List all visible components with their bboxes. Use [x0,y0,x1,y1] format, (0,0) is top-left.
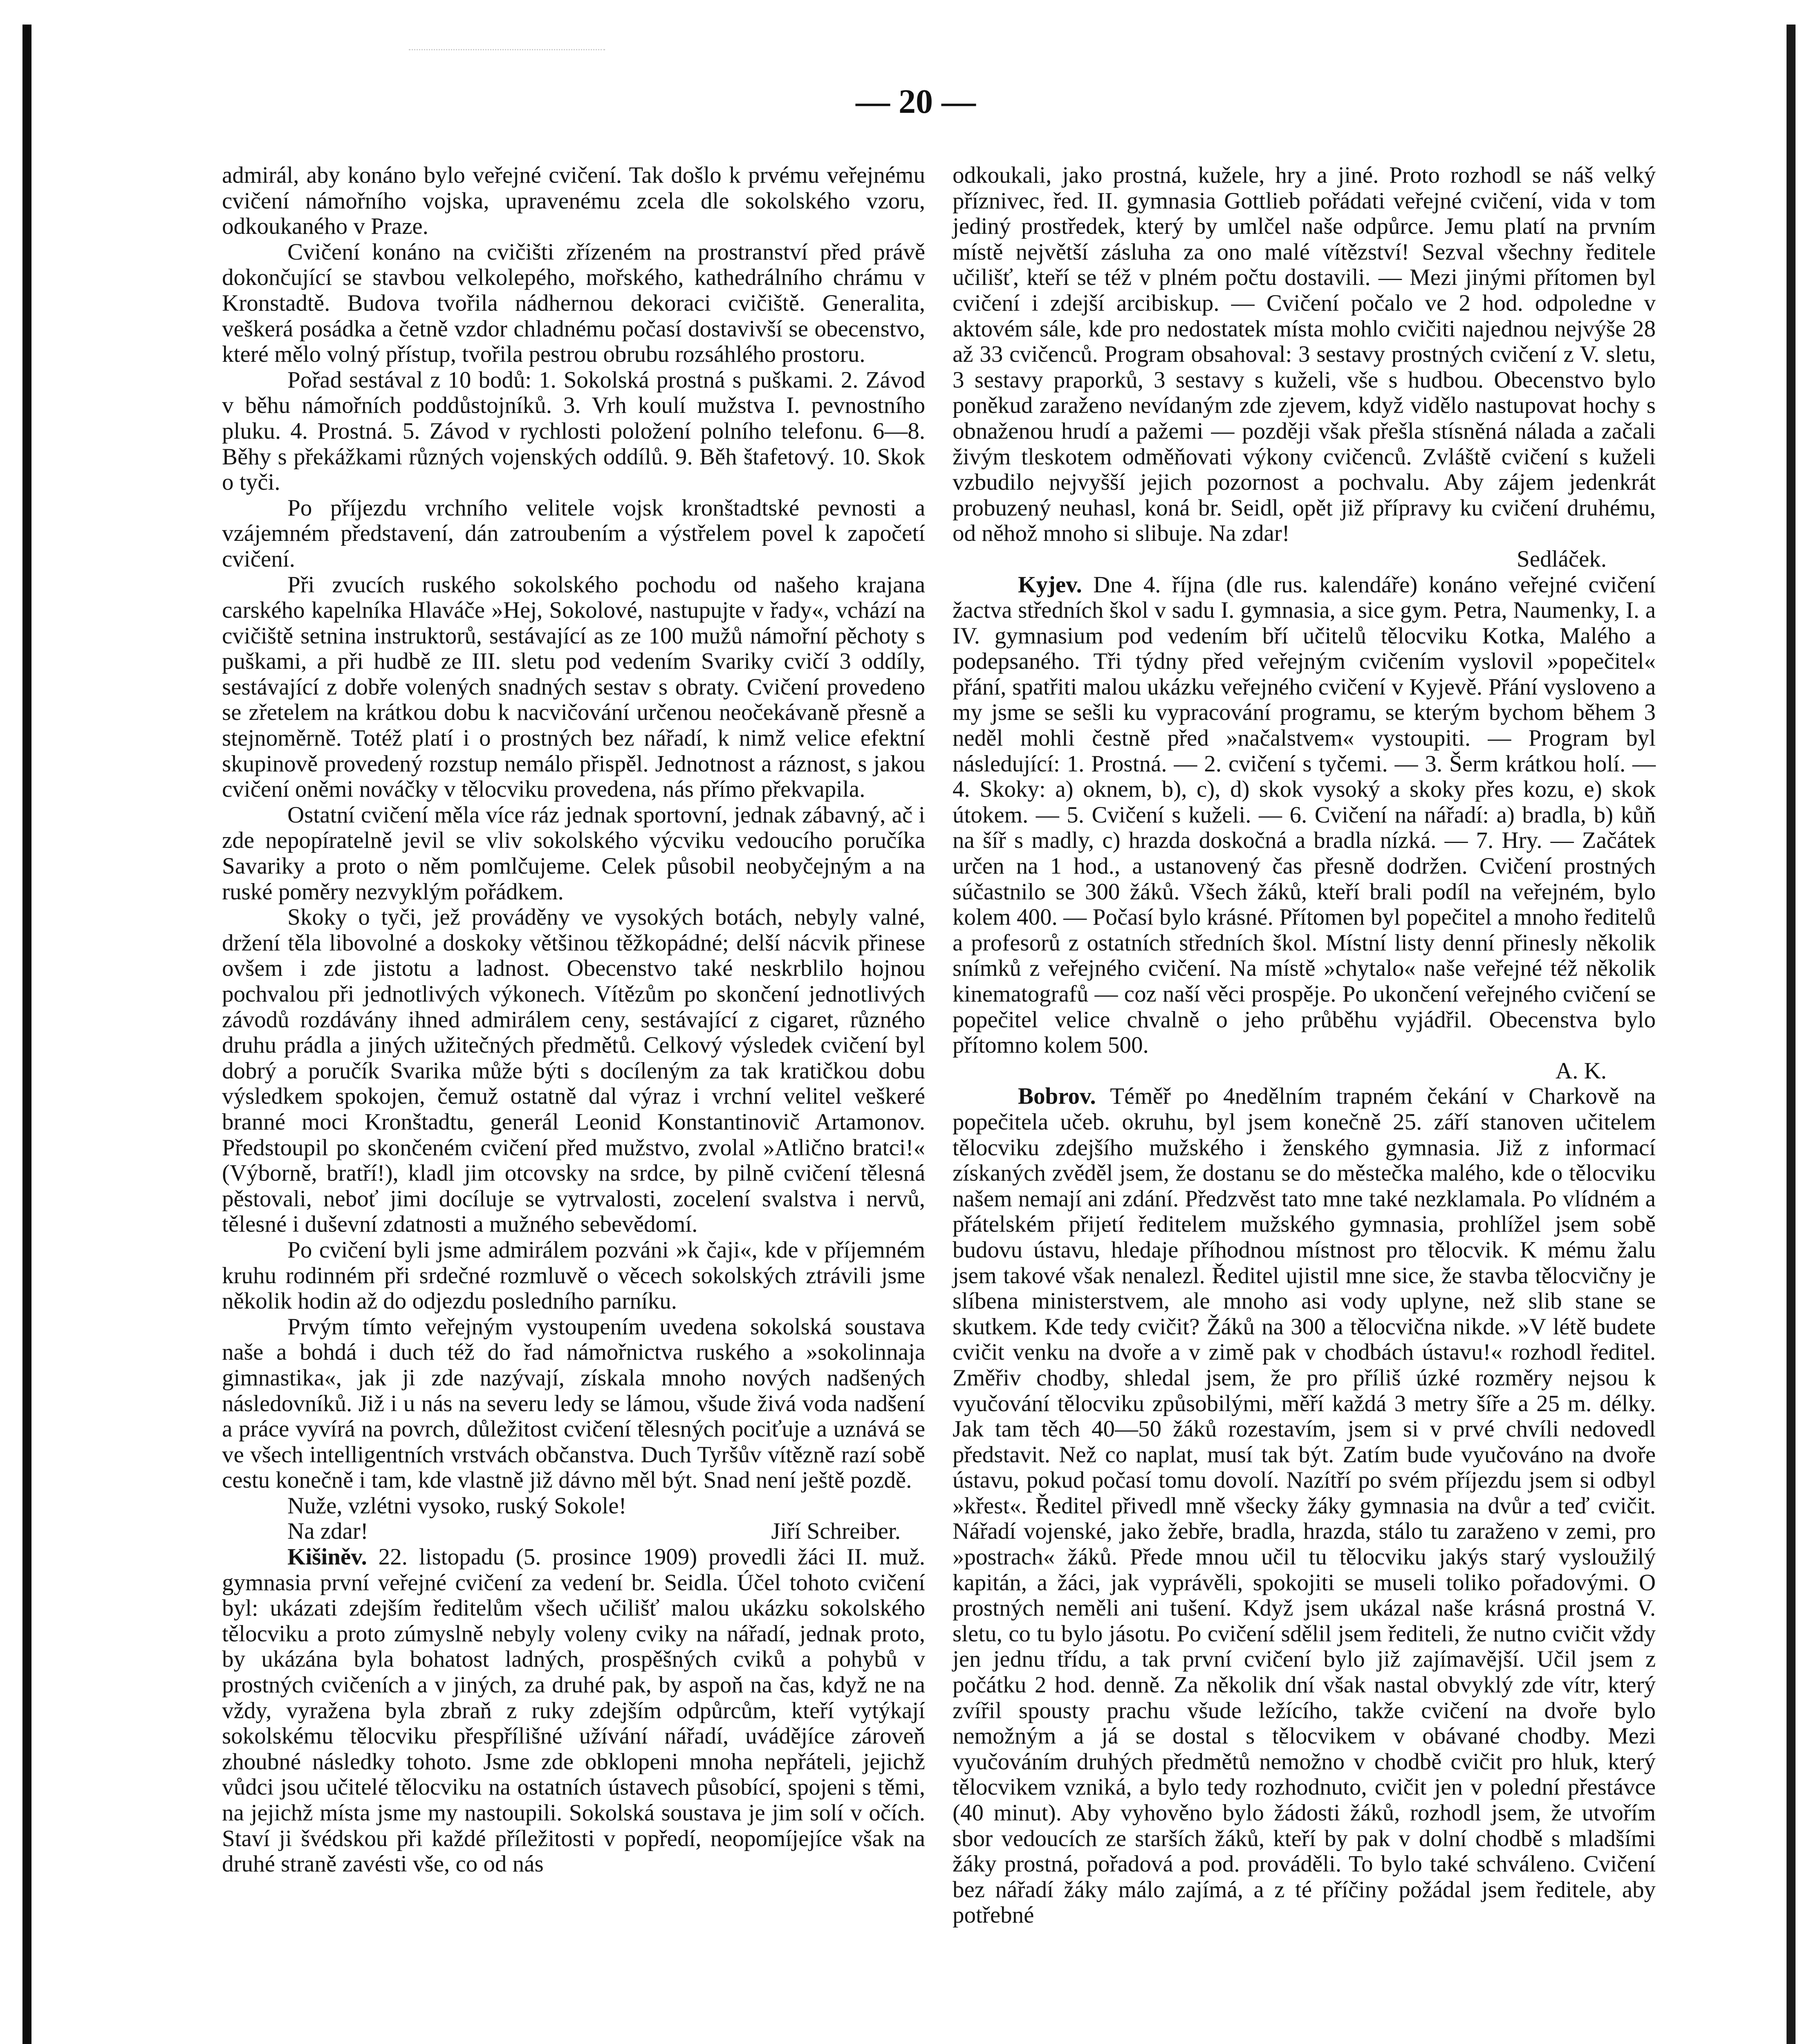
article-lead: Kišiněv. [287,1544,367,1570]
paragraph-text: Dne 4. října (dle rus. kalendáře) konáno veřejné cvičení žactva středních škol v sadu I. gymnasia, a sice gym. Petra, Naumenky, I. a IV. gymnasium pod vedením bří učitelů tělocviku Kotka, Malého a podepsaného. Tři týdny před veřejným cvičením vyslovil »popečitel« přání, spatřiti malou ukázku veřejného cvičení v Kyjevě. Přání vysloveno a my jsme se sešli ku vypracování programu, se kterým bychom během 3 neděl mohli čestně před »načalstvem« vystoupiti. — Program byl následující: 1. Prostná. — 2. cvičení s tyčemi. — 3. Šerm krátkou holí. — 4. Skoky: a) oknem, b), c), d) skok vysoký a skoky přes kozu, e) skok útokem. — 5. Cvičení s kuželi. — 6. Cvičení na nářadí: a) bradla, b) kůň na šíř s madly, c) hrazda doskočná a bradla nízká. — 7. Hry. — Začátek určen na 1 hod., a ustanovený čas přesně dodržen. Cvičení prostných súčastnilo se 300 žáků. Všech žáků, kteří brali podíl na veřejném, bylo kolem 400. — Počasí bylo krásné. Přítomen byl popečitel a mnoho ředitelů a profesorů z ostatních středních škol. Místní listy denní přinesly několik snímků z veřejného cvičení. Na místě »chytalo« naše veřejné též několik kinematografů — coz naší věci prospěje. Po ukončení veřejného cvičení se popečitel velice chvalně o jeho průběhu vyjádřil. Obecenstva bylo přítomno kolem 500. [953,572,1656,1058]
paragraph [953,1084,1656,1928]
article-lead: Bobrov. [1018,1083,1096,1109]
right-column [953,163,1656,1928]
scan-artifact [409,0,605,50]
signature: Sedláček. [1517,546,1607,572]
paragraph: Ostatní cvičení měla více ráz jednak sportovní, jednak zábavný, ač i zde nepopíratelně jevil se vliv sokolského výcviku vedoucího poručíka Savariky a proto o něm pomlčujeme. Celek působil neobyčejným a na ruské poměry nezvyklým pořádkem. [222,802,925,905]
left-column [222,163,925,1877]
paragraph-text: Téměř po 4nedělním trapném čekání v Charkově na popečitela učeb. okruhu, byl jsem konečně 25. září stanoven učitelem tělocviku zdejšího mužského i ženského gymnasia. Již z informací získaných zvěděl jsem, že dostanu se do městečka malého, kde o tělocviku našem nemají ani zdání. Předzvěst tato mne také nezklamala. Po vlídném a přátelském přijetí ředitelem mužského gymnasia, prohlížel jsem sobě budovu ústavu, hledaje příhodnou místnost pro tělocvik. K mému žalu jsem takové však nenalezl. Ředitel ujistil mne sice, že stavba tělocvičny je slíbena ministerstvem, ale mnoho asi vody uplyne, než slib stane se skutkem. Kde tedy cvičit? Žáků na 300 a tělocvična nikde. »V létě budete cvičit venku na dvoře a v zimě pak v chodbách ústavu!« rozhodl ředitel. Změřiv chodby, shledal jsem, že pro příliš úzké rozměry nejsou k vyučování tělocviku způsobilými, měří každá 3 metry šíře a 25 m. délky. Jak tam těch 40—50 žáků rozestavím, jsem si v prvé chvíli nedovedl představit. Než co naplat, musí tak být. Zatím bude vyučováno na dvoře ústavu, pokud počasí tomu dovolí. Nazítří po svém příjezdu jsem si odbyl »křest«. Ředitel přivedl mně všecky žáky gymnasia na dvůr a teď cvičit. Nářadí vojenské, jako žebře, bradla, hrazda, stálo tu zaraženo v zemi, pro »postrach« žáků. Přede mnou učil tu tělocviku jakýs starý vysloužilý kapitán, a žáci, jak vyprávěli, spokojiti se museli toliko pořadovými. O prostných neměli ani tušení. Když jsem ukázal naše krásná prostná V. sletu, co tu bylo jásotu. Po cvičení sdělil jsem řediteli, že nutno cvičit vždy jen jednu třídu, a tak první cvičení bylo již zajímavější. Učil jsem z počátku 2 hod. denně. Za několik dní však nastal obvyklý zde vítr, který zvířil spousty prachu všude ležícího, takže cvičení na dvoře bylo nemožným a já se dostal s tělocvikem v obávané chodby. Mezi vyučováním druhých předmětů nemožno v chodbě cvičit pro hluk, který tělocvikem vzniká, a bylo tedy rozhodnuto, cvičit jen v polední přestávce (40 minut). Aby vyhověno bylo žádosti žáků, rozhodl jsem, že utvořím sbor vedoucích ze starších žáků, kteří by pak v dolní chodbě s mladšími žáky prostná, pořadová a pod. prováděli. To bylo také schváleno. Cvičení bez nářadí žáky málo zajímá, a z té příčiny požádal jsem ředitele, aby potřebné [953,1083,1656,1928]
paragraph [222,1544,925,1877]
paragraph: Po příjezdu vrchního velitele vojsk kronštadtské pevnosti a vzájemném představení, dán zatroubením a výstřelem povel k započetí cvičení. [222,495,925,572]
paragraph: Prvým tímto veřejným vystoupením uvedena sokolská soustava naše a bohdá i duch též do řad námořnictva ruského a »sokolinnaja gimnastika«, jak ji zde nazývají, získala mnoho nových nadšených následovníků. Již i u nás na severu ledy se lámou, všude živá voda nadšení a práce vyvírá na povrch, důležitost cvičení tělesných pociťuje a uznává se ve všech intelligentních vrstvách občanstva. Duch Tyršův vítězně razí sobě cestu konečně i tam, kde vlastně již dávno měl být. Snad není ještě pozdě. [222,1313,925,1493]
signature: A. K. [1555,1058,1607,1084]
paragraph: admirál, aby konáno bylo veřejné cvičení. Tak došlo k prvému veřejnému cvičení námořního vojska, upravenému zcela dle sokolského vzoru, odkoukaného v Praze. [222,162,925,240]
article-lead: Kyjev. [1018,572,1082,598]
paragraph: Cvičení konáno na cvičišti zřízeném na prostranství před právě dokončující se stavbou velkolepého, mořského, kathedrálního chrámu v Kronstadtě. Budova tvořila nádhernou dekoraci cvičiště. Generalita, veškerá posádka a četně vzdor chladnému počasí dostavivší se obecenstvo, které mělo volný přístup, tvořila pestrou obrubu rozsáhlého prostoru. [222,239,925,368]
paragraph: Nuže, vzlétni vysoko, ruský Sokole! [287,1493,627,1519]
page-number: — 20 — [856,83,976,121]
paragraph: odkoukali, jako prostná, kužele, hry a jiné. Proto rozhodl se náš velký příznivec, řed. II. gymnasia Gottlieb pořádati veřejné cvičení, vida v tom jediný prostředek, který by umlčel naše odpůrce. Jemu platí na prvním místě největší zásluha za ono malé vítězství! Sezval všechny ředitele učilišť, kteří se též v plném počtu dostavili. — Mezi jinými přítomen byl cvičení i zdejší arcibiskup. — Cvičení počalo ve 2 hod. odpoledne v aktovém sále, kde pro nedostatek místa mohlo cvičiti najednou nejvýše 28 až 33 cvičenců. Program obsahoval: 3 sestavy prostných cvičení z V. sletu, 3 sestavy praporků, 3 sestavy s kuželi, vše s hudbou. Obecenstvo bylo poněkud zaraženo nevídaným zde zjevem, když vidělo nastupovat hochy s obnaženou hrudí a pažemi — později však přešla stísněná nálada a začali živým tleskotem odměňovati výkony cvičenců. Zvláště cvičení s kuželi vzbudilo nejvyšší jejich pozornost a pochvalu. Aby zájem jedenkrát probuzený neuhasl, koná br. Seidl, opět již přípravy ku cvičení druhému, od něhož mnoho si slibuje. Na zdar! [953,162,1656,547]
signature-author: Jiří Schreiber. [771,1518,901,1544]
paragraph: Pořad sestával z 10 bodů: 1. Sokolská prostná s puškami. 2. Závod v běhu námořních poddůstojníků. 3. Vrh koulí mužstva I. pevnostního pluku. 4. Prostná. 5. Závod v rychlosti položení polního telefonu. 6—8. Běhy s překážkami různých vojenských oddílů. 9. Běh štafetový. 10. Skok o tyči. [222,367,925,495]
paragraph: Po cvičení byli jsme admirálem pozváni »k čaji«, kde v příjemném kruhu rodinném při srdečné rozmluvě o věcech sokolských ztrávili jsme několik hodin až do odjezdu posledního parníku. [222,1237,925,1314]
paragraph: Skoky o tyči, jež prováděny ve vysokých botách, nebyly valné, držení těla libovolné a doskoky většinou těžkopádné; delší nácvik přinese ovšem i zde jistotu a ladnost. Obecenstvo také neskrblilo hojnou pochvalou při jednotlivých výkonech. Vítězům po skončení jednotlivých závodů rozdávány ihned admirálem ceny, sestávající z cigaret, různého druhu prádla a jiných užitečných předmětů. Celkový výsledek cvičení byl dobrý a poručík Svarika může býti s docíleným za tak kratičkou dobu výsledkem spokojen, čemuž ostatně dal výraz i vrchní velitel veškeré branné moci Kronštadtu, generál Leonid Konstantinovič Artamonov. Předstoupil po skončeném cvičení před mužstvo, zvolal »Atlično bratci!« (Výborně, bratří!), kladl jim otcovsky na srdce, by pilně cvičení tělesná pěstovali, neboť jimi docíluje se vytrvalosti, zocelení svalstva i nervů, tělesné i duševní zdatnosti a mužného sebevědomí. [222,904,925,1237]
paragraph-text: 22. listopadu (5. prosince 1909) provedli žáci II. muž. gymnasia první veřejné cvičení za vedení br. Seidla. Účel tohoto cvičení byl: ukázati zdejším ředitelům všech učilišť malou ukázku sokolského tělocviku a proto zúmyslně nebyly voleny cviky na nářadí, jednak proto, by ukázána byla bohatost ladných, prospěšných cviků a pohybů v prostných cvičeních a v jiných, za druhé pak, by aspoň na čas, když ne na vždy, vyražena byla zbraň z ruky zdejším odpůrcům, kteří vytýkají sokolskému tělocviku přespřílišné užívání nářadí, uvádějíce zároveň zhoubné následky tohoto. Jsme zde obklopeni mnoha nepřáteli, jejichž vůdci jsou učitelé tělocviku na ostatních ústavech působící, spojeni s těmi, na jejichž místa jsme my nastoupili. Sokolská soustava je jim solí v očích. Staví ji švédskou při každé příležitosti v popředí, neopomíjejíce však na druhé straně zavésti vše, co od nás [222,1544,925,1877]
signature-line [222,1519,925,1544]
paragraph: Při zvucích ruského sokolského pochodu od našeho krajana carského kapelníka Hlaváče »Hej, Sokolové, nastupujte v řady«, vchází na cvičiště setnina instruktorů, sestávající as ze 100 mužů námořní pěchoty s puškami, a při hudbě ze III. sletu pod vedením Svariky cvičí 3 oddíly, sestávající z dobře volených snadných sestav s obraty. Cvičení provedeno se zřetelem na krátkou dobu k nacvičování určenou neočekávaně přesně a stejnoměrně. Totéž platí i o prostných bez nářadí, k nimž velice efektní skupinově provedený rozstup nemálo přispěl. Jednotnost a ráznost, s jakou cvičení oněmi nováčky v tělocviku provedena, nás přímo překvapila. [222,572,925,802]
signature-greeting: Na zdar! [287,1518,368,1544]
paragraph [953,572,1656,1058]
